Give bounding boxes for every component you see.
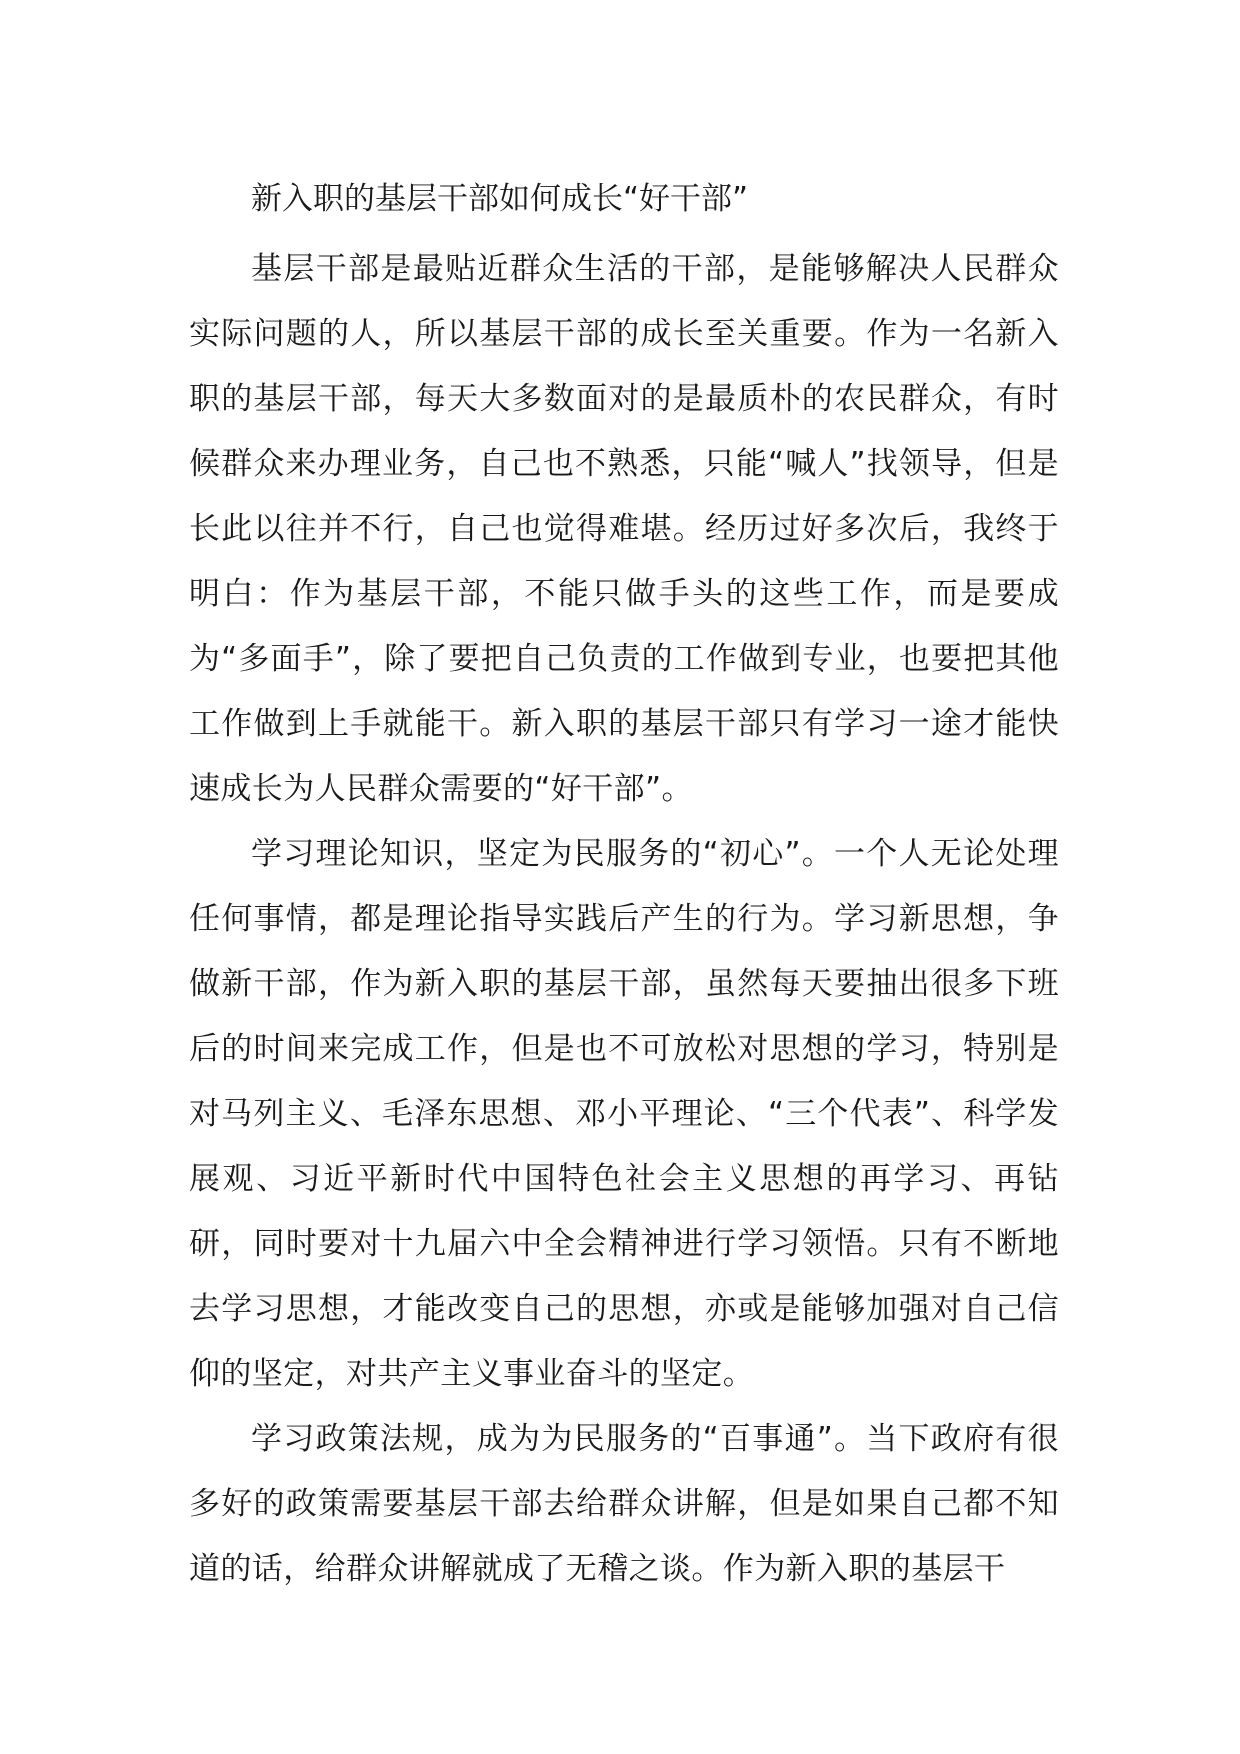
document-title: 新入职的基层干部如何成长“好干部” — [251, 181, 749, 217]
paragraph-intro: 基层干部是最贴近群众生活的干部，是能够解决人民群众实际问题的人，所以基层干部的成长至关重要。作为一名新入职的基层干部，每天大多数面对的是最质朴的农民群众，有时候群众来办理业务，自己也不熟悉，只能“喊人”找领导，但是长此以往并不行，自己也觉得难堪。经历过好多次后，我终于明白：作为基层干部，不能只做手头的这些工作，而是要成为“多面手”，除了要把自己负责的工作做到专业，也要把其他工作做到上手就能干。新入职的基层干部只有学习一途才能快速成长为人民群众需要的“好干部”。 — [189, 251, 1059, 807]
document-page — [189, 171, 1059, 1602]
paragraph-policy-study: 学习政策法规，成为为民服务的“百事通”。当下政府有很多好的政策需要基层干部去给群众讲解，但是如果自己都不知道的话，给群众讲解就成了无稽之谈。作为新入职的基层干 — [189, 1421, 1059, 1587]
paragraph-theory-study: 学习理论知识，坚定为民服务的“初心”。一个人无论处理任何事情，都是理论指导实践后产生的行为。学习新思想，争做新干部，作为新入职的基层干部，虽然每天要抽出很多下班后的时间来完成工作，但是也不可放松对思想的学习，特别是对马列主义、毛泽东思想、邓小平理论、“三个代表”、科学发展观、习近平新时代中国特色社会主义思想的再学习、再钻研，同时要对十九届六中全会精神进行学习领悟。只有不断地去学习思想，才能改变自己的思想，亦或是能够加强对自己信仰的坚定，对共产主义事业奋斗的坚定。 — [189, 836, 1059, 1392]
